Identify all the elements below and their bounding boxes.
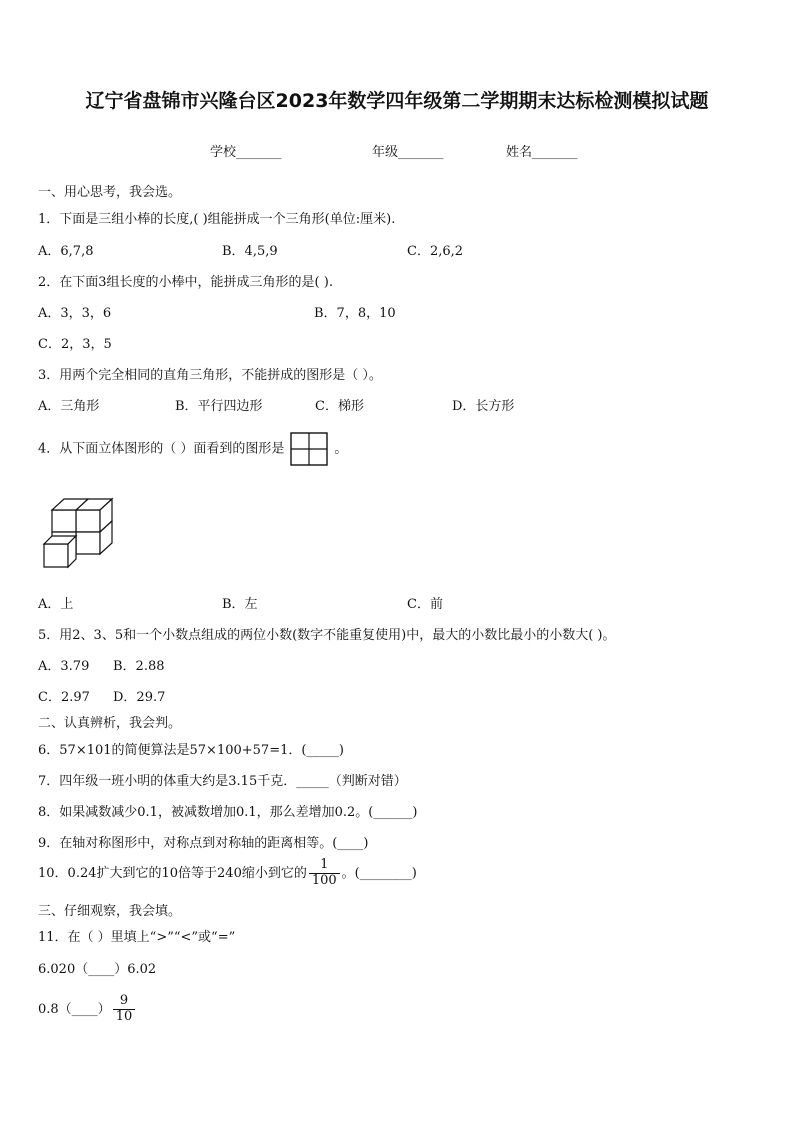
question-3-text: 3．用两个完全相同的直角三角形，不能拼成的图形是（ ）。 [38, 368, 382, 383]
page-title: 辽宁省盘锦市兴隆台区2023年数学四年级第二学期期末达标检测模拟试题 [85, 90, 709, 112]
question-3-option-d: D．长方形 [452, 399, 515, 414]
question-4-option-b: B．左 [222, 597, 258, 612]
question-2-text: 2．在下面3组长度的小棒中，能拼成三角形的是( ). [38, 275, 333, 290]
grade-field: 年级_______ [372, 145, 444, 160]
question-5-text: 5．用2、3、5和一个小数点组成的两位小数(数字不能重复使用)中，最大的小数比最小的小数大( )。 [38, 628, 616, 643]
question-1-text: 1．下面是三组小棒的长度,( )组能拼成一个三角形(单位:厘米). [38, 212, 396, 227]
question-3-option-a: A．三角形 [38, 399, 100, 414]
question-3-option-b: B．平行四边形 [175, 399, 263, 414]
question-3-option-c: C．梯形 [315, 399, 364, 414]
question-5-option-a: A．3.79 [38, 659, 90, 674]
question-1-option-c: C．2,6,2 [407, 244, 464, 259]
question-4-option-c: C．前 [407, 597, 443, 612]
fraction-denominator: 100 [311, 872, 337, 888]
question-4-text-end: 。 [334, 441, 348, 457]
fraction-denominator: 10 [115, 1008, 133, 1024]
question-10-text: 10．0.24扩大到它的10倍等于240缩小到它的 [38, 865, 307, 881]
section-3-heading: 三、仔细观察，我会填。 [38, 904, 182, 919]
question-2-option-b: B．7，8，10 [314, 306, 396, 321]
section-2-heading: 二、认真辨析，我会判。 [38, 716, 182, 731]
question-11-item-2-text: 0.8（____） [38, 1001, 111, 1017]
question-11-text: 11．在（ ）里填上“>”“<”或“=” [38, 930, 236, 945]
fraction-numerator: 1 [309, 858, 340, 874]
question-10-line [38, 858, 417, 889]
question-6-text: 6．57×101的简便算法是57×100+57=1．(_____) [38, 743, 345, 758]
question-5-option-b: B．2.88 [113, 659, 165, 674]
question-5-option-d: D．29.7 [113, 690, 166, 705]
question-1-option-b: B．4,5,9 [222, 244, 278, 259]
name-field: 姓名_______ [506, 145, 578, 160]
question-2-option-a: A．3，3，6 [38, 306, 112, 321]
question-2-option-c: C．2，3，5 [38, 337, 112, 352]
question-10-text-end: 。(________) [341, 865, 417, 881]
question-11-item-1: 6.020（____）6.02 [38, 962, 157, 977]
question-9-text: 9．在轴对称图形中，对称点到对称轴的距离相等。(____) [38, 836, 369, 851]
fraction-one-hundredth [309, 858, 340, 889]
fraction-nine-tenths [113, 994, 136, 1025]
question-7-text: 7．四年级一班小明的体重大约是3.15千克．_____（判断对错） [38, 774, 407, 789]
question-11-item-2 [38, 994, 137, 1025]
school-field: 学校_______ [210, 145, 282, 160]
section-1-heading: 一、用心思考，我会选。 [38, 185, 182, 200]
fraction-numerator: 9 [113, 994, 136, 1010]
question-1-option-a: A．6,7,8 [38, 244, 94, 259]
question-4-text: 4．从下面立体图形的（ ）面看到的图形是 [38, 441, 285, 457]
stacked-cubes-figure [42, 496, 124, 570]
question-5-option-c: C．2.97 [38, 690, 90, 705]
four-square-grid-icon [290, 432, 328, 466]
question-4-line [38, 432, 347, 466]
question-4-option-a: A．上 [38, 597, 74, 612]
question-8-text: 8．如果减数减少0.1，被减数增加0.1，那么差增加0.2。(______) [38, 805, 418, 820]
